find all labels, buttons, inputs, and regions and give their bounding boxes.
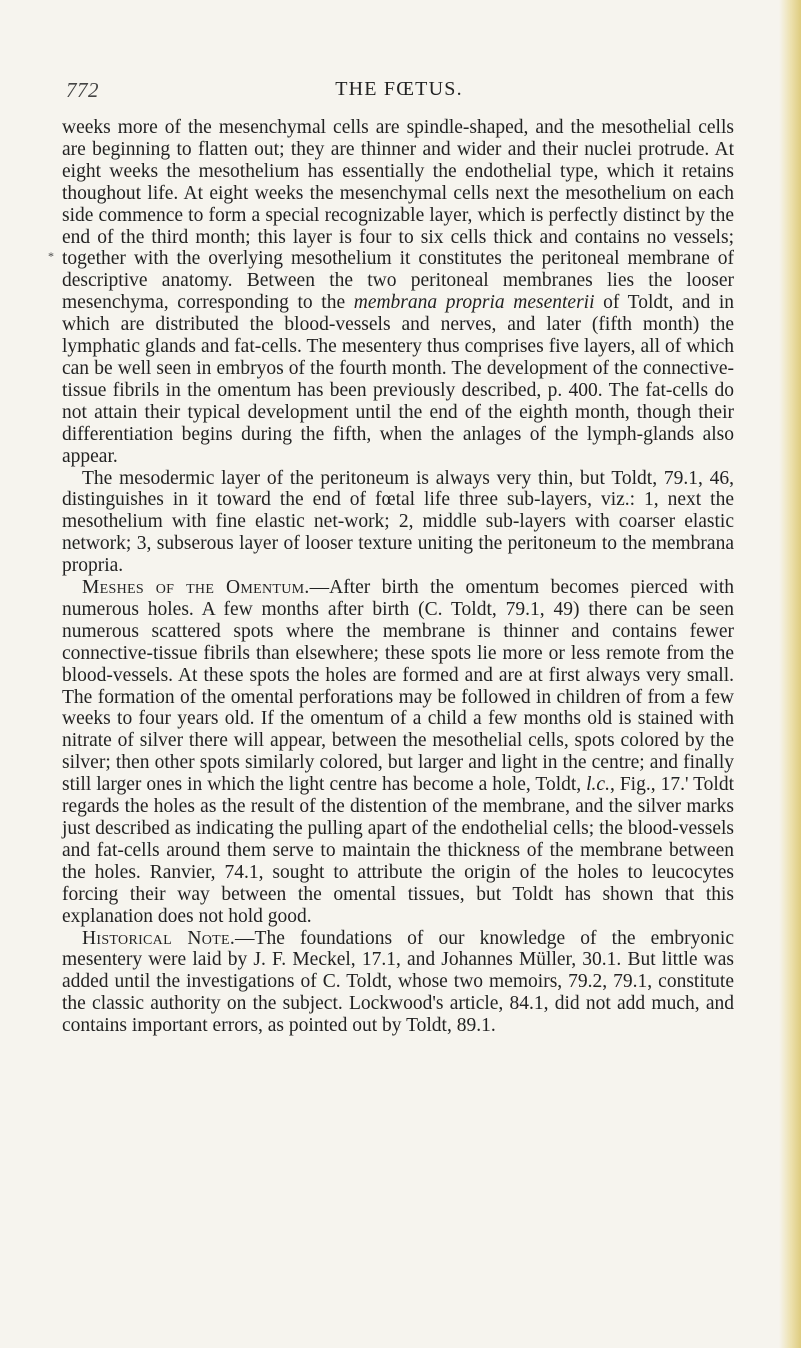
section-heading: Meshes of the Omentum. — [82, 577, 310, 599]
paragraph-mesentery-development: weeks more of the mesenchymal cells are spindle-shaped, and the mesothelial cells are beginning to flatten out; they are thinner and wider and their nuclei protrude. At eight weeks the mesothelium has essentially the endothelial type, which it retains thoughout life. At eight weeks the mesenchymal cells next the mesothelium on each side commence to form a special recognizable layer, which is perfectly distinct by the end of the third month; this layer is four to six cells thick and contains no vessels; together with the overlying mesothelium it constitutes the peritoneal membrane of descriptive anatomy. Between the two peritoneal membranes lies the looser mesenchyma, corresponding to the membrana propria mesenterii of Toldt, and in which are distributed the blood-vessels and nerves, and later (fifth month) the lymphatic glands and fat-cells. The mesentery thus comprises five layers, all of which can be well seen in embryos of the fourth month. The development of the connective-tissue fibrils in the omentum has been previously described, p. 400. The fat-cells do not attain their typical development until the end of the eighth month, though their differentiation begins during the fifth, when the anlages of the lymph-glands also appear. — [62, 117, 734, 467]
paragraph-meshes-of-omentum: Meshes of the Omentum.—After birth the omentum becomes pierced with numerous holes. A few months after birth (C. Toldt, 79.1, 49) there can be seen numerous scattered spots where the membrane is thinner and contains fewer connective-tissue fibrils than elsewhere; these spots lie more or less remote from the blood-vessels. At these spots the holes are formed and are at first always very small. The formation of the omental perforations may be followed in children of from a few weeks to four years old. If the omentum of a child a few months old is stained with nitrate of silver there will appear, between the mesothelial cells, spots colored by the silver; then other spots similarly colored, but larger and light in the centre; and finally still larger ones in which the light centre has become a hole, Toldt, l.c., Fig., 17.' Toldt regards the holes as the result of the distention of the membrane, and the silver marks just described as indicating the pulling apart of the endothelial cells; the blood-vessels and fat-cells around them serve to maintain the thickness of the membrane between the holes. Ranvier, 74.1, sought to attribute the origin of the holes to leucocytes forcing their way between the omental tissues, but Toldt has shown that this explanation does not hold good. — [62, 577, 735, 927]
page-edge-shadow — [779, 0, 801, 1348]
paragraph-historical-note: Historical Note.—The foundations of our knowledge of the embryonic mesentery were laid by J. F. Meckel, 17.1, and Johannes Müller, 30.1. But little was added until the investigations of C. Toldt, whose two memoirs, 79.2, 79.1, constitute the classic authority on the subject. Lockwood's article, 84.1, did not add much, and contains important errors, as pointed out by Toldt, 89.1. — [62, 927, 734, 1037]
section-heading: Historical Note. — [82, 927, 236, 949]
italic-term: membrana propria mesenterii — [353, 292, 595, 314]
paragraph-mesodermic-layer: The mesodermic layer of the peritoneum is always very thin, but Toldt, 79.1, 46, distinguishes in it toward the end of fœtal life three sub-layers, viz.: 1, next the mesothelium with fine elastic net-work; 2, middle sub-layers with coarser elastic network; 3, subserous layer of looser texture uniting the peritoneum to the membrana propria. — [62, 467, 734, 577]
body-text — [62, 117, 734, 1037]
page-header — [66, 78, 732, 104]
running-title: THE FŒTUS. — [335, 78, 463, 100]
italic-term: l.c. — [586, 774, 610, 796]
page-number: 772 — [66, 78, 99, 102]
margin-mark: * — [48, 249, 54, 263]
